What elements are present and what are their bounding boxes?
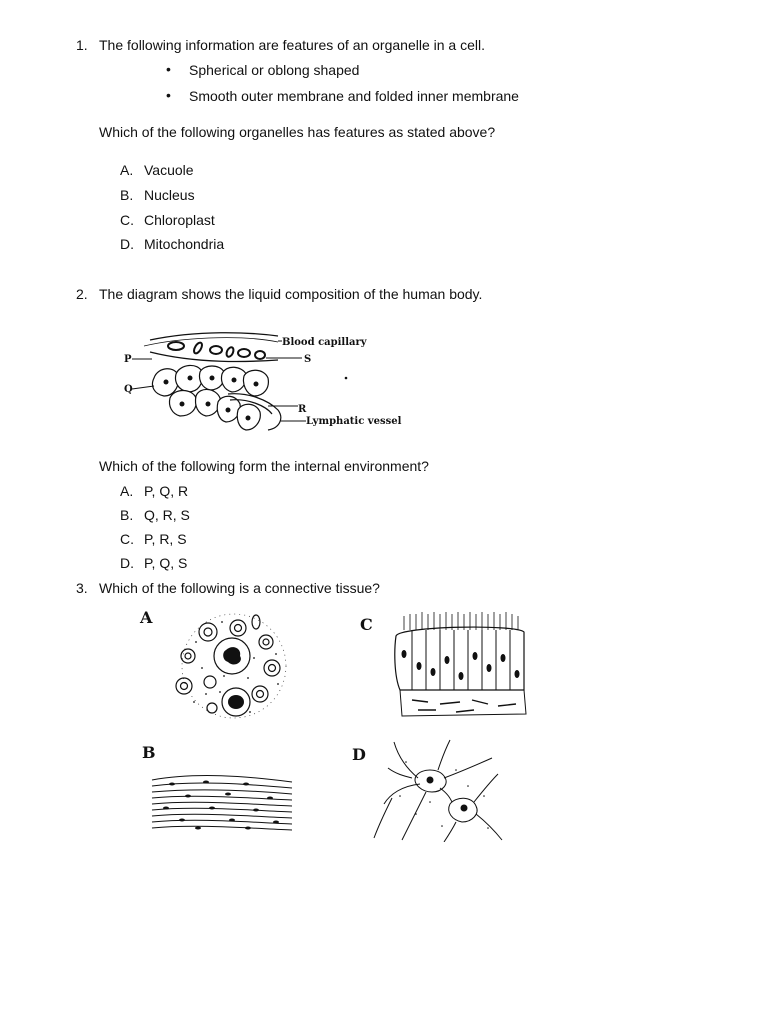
lymphatic-vessel-label: Lymphatic vessel xyxy=(306,416,402,427)
question-1-bullet-1: Spherical or oblong shaped xyxy=(189,62,360,78)
tissue-b-label: B xyxy=(142,743,156,762)
tissue-d-label: D xyxy=(352,745,366,764)
label-r: R xyxy=(298,404,307,415)
option-letter: B. xyxy=(120,507,134,523)
option-letter: D. xyxy=(120,555,134,571)
question-2-number: 2. xyxy=(76,286,88,302)
question-1-stem: The following information are features of an organelle in a cell. xyxy=(99,37,485,53)
option-text: Nucleus xyxy=(144,187,195,203)
option-text: P, Q, R xyxy=(144,483,189,499)
option-letter: A. xyxy=(120,162,134,178)
option-text: Vacuole xyxy=(144,162,194,178)
tissue-d-image xyxy=(346,738,506,842)
option-letter: B. xyxy=(120,187,134,203)
label-q: Q xyxy=(124,384,133,395)
tissue-c-image xyxy=(356,606,540,724)
body-fluid-diagram xyxy=(118,326,408,438)
tissue-b-image xyxy=(136,738,296,842)
option-text: P, R, S xyxy=(144,531,187,547)
bullet-icon: • xyxy=(166,87,171,103)
option-letter: C. xyxy=(120,531,134,547)
question-3-stem: Which of the following is a connective tissue? xyxy=(99,580,380,596)
option-text: Mitochondria xyxy=(144,236,225,252)
question-1-number: 1. xyxy=(76,37,88,53)
option-letter: D. xyxy=(120,236,134,252)
tissue-c-label: C xyxy=(360,615,373,634)
option-letter: C. xyxy=(120,212,134,228)
tissue-a-label: A xyxy=(140,608,153,627)
blood-capillary-label: Blood capillary xyxy=(282,337,367,348)
option-letter: A. xyxy=(120,483,134,499)
question-1-prompt: Which of the following organelles has features as stated above? xyxy=(99,124,496,140)
option-text: Chloroplast xyxy=(144,212,215,228)
question-3-number: 3. xyxy=(76,580,88,596)
tissue-a-image xyxy=(136,606,296,726)
option-text: P, Q, S xyxy=(144,555,188,571)
option-text: Q, R, S xyxy=(144,507,190,523)
question-2-stem: The diagram shows the liquid composition of the human body. xyxy=(99,286,483,302)
bullet-icon: • xyxy=(166,61,171,77)
question-1-bullet-2: Smooth outer membrane and folded inner membrane xyxy=(189,88,519,104)
label-s: S xyxy=(304,354,312,365)
question-2-prompt: Which of the following form the internal environment? xyxy=(99,458,429,474)
label-p: P xyxy=(124,354,132,365)
